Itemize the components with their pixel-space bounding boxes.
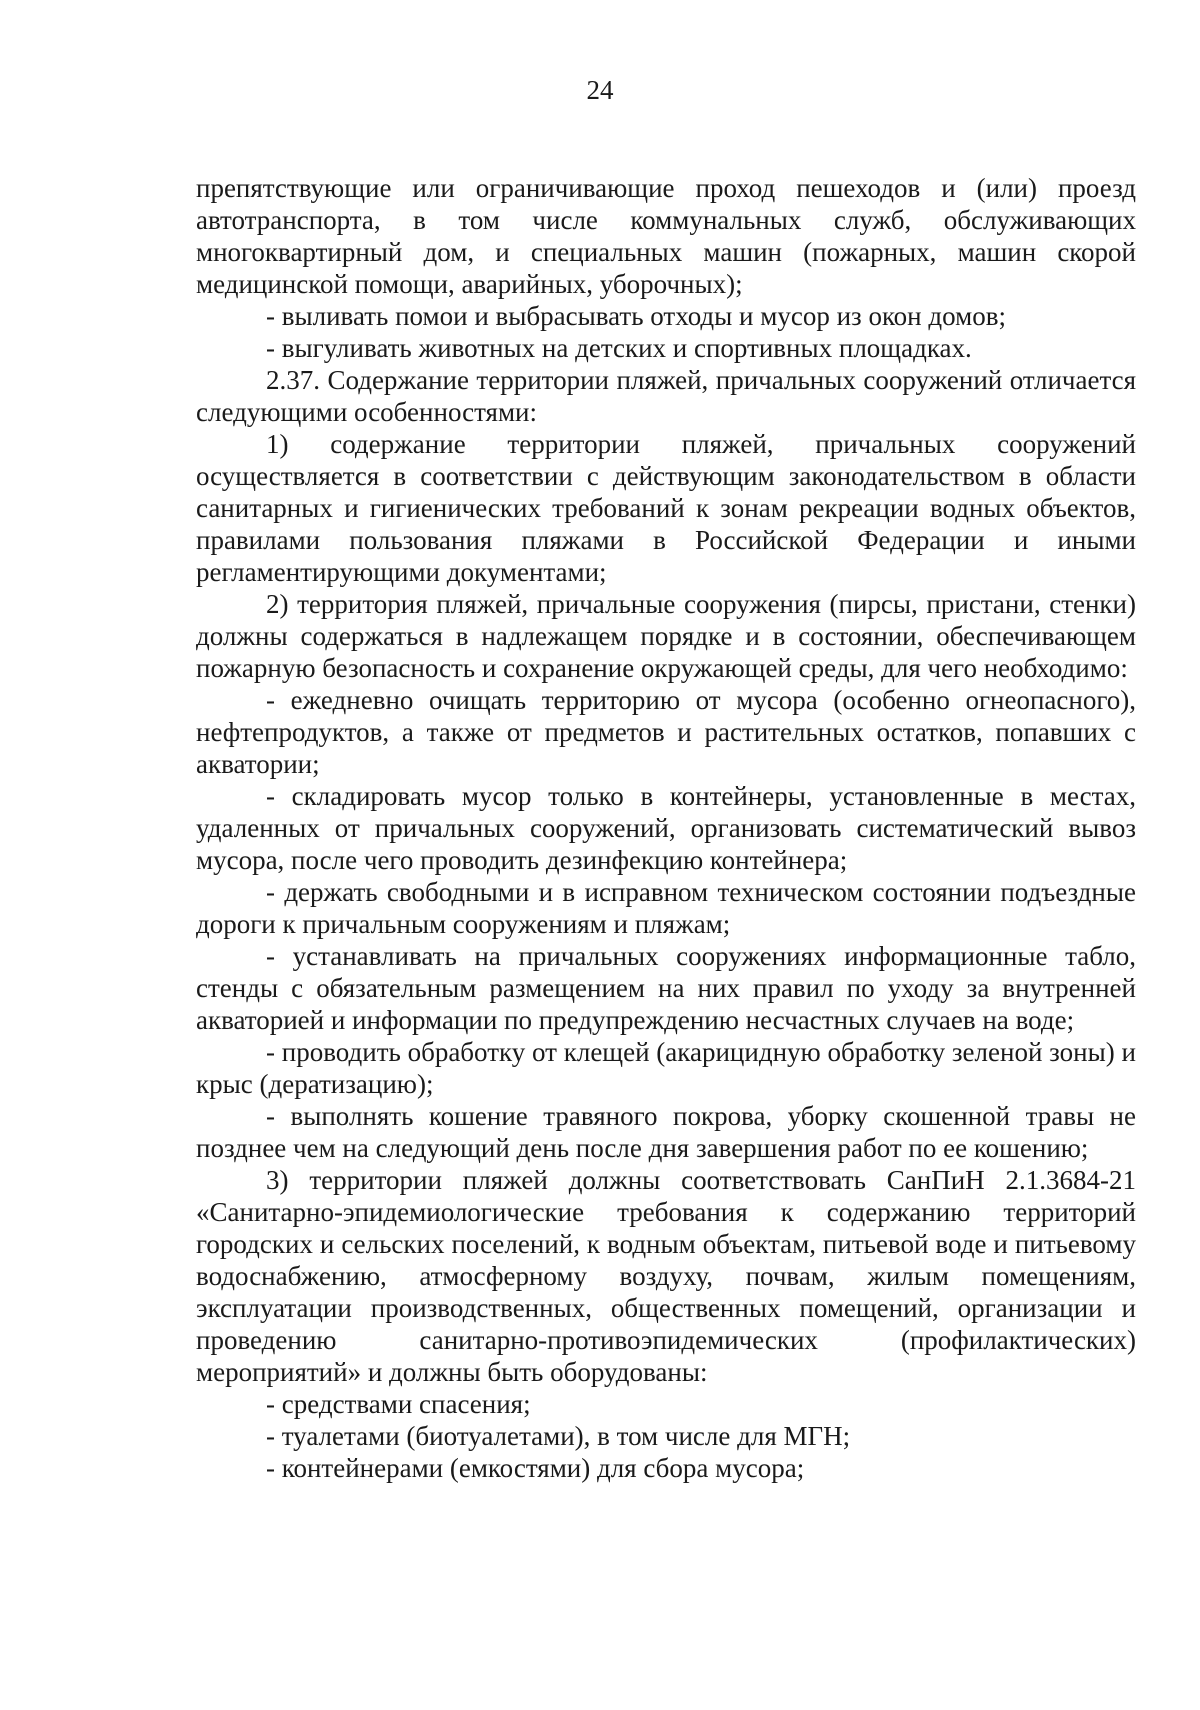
numbered-paragraph: 1) содержание территории пляжей, причальных сооружений осуществляется в соответствии с действующим законодательством в области санитарных и гигиенических требований к зонам рекреации водных объектов, правилами пользования пляжами в Российской Федерации и иными регламентирующими документами; bbox=[196, 429, 1136, 587]
list-item: - держать свободными и в исправном техническом состоянии подъездные дороги к причальным сооружениям и пляжам; bbox=[196, 877, 1136, 939]
paragraph: препятствующие или ограничивающие проход пешеходов и (или) проезд автотранспорта, в том числе коммунальных служб, обслуживающих многоквартирный дом, и специальных машин (пожарных, машин скорой медицинской помощи, аварийных, уборочных); bbox=[196, 173, 1136, 299]
list-item: - ежедневно очищать территорию от мусора (особенно огнеопасного), нефтепродуктов, а также от предметов и растительных остатков, попавших с акватории; bbox=[196, 685, 1136, 779]
list-item: - выполнять кошение травяного покрова, уборку скошенной травы не позднее чем на следующий день после дня завершения работ по ее кошению; bbox=[196, 1101, 1136, 1163]
list-item: - складировать мусор только в контейнеры, установленные в местах, удаленных от причальных сооружений, организовать систематический вывоз мусора, после чего проводить дезинфекцию контейнера; bbox=[196, 781, 1136, 875]
section-heading-paragraph: 2.37. Содержание территории пляжей, причальных сооружений отличается следующими особенностями: bbox=[196, 365, 1136, 427]
list-item: - проводить обработку от клещей (акарицидную обработку зеленой зоны) и крыс (дератизацию); bbox=[196, 1037, 1136, 1099]
numbered-paragraph: 3) территории пляжей должны соответствовать СанПиН 2.1.3684-21 «Санитарно-эпидемиологические требования к содержанию территорий городских и сельских поселений, к водным объектам, питьевой воде и питьевому водоснабжению, атмосферному воздуху, почвам, жилым помещениям, эксплуатации производственных, общественных помещений, организации и проведению санитарно-противоэпидемических (профилактических) мероприятий» и должны быть оборудованы: bbox=[196, 1165, 1136, 1387]
document-body bbox=[196, 172, 1136, 1484]
numbered-paragraph: 2) территория пляжей, причальные сооружения (пирсы, пристани, стенки) должны содержаться в надлежащем порядке и в состоянии, обеспечивающем пожарную безопасность и сохранение окружающей среды, для чего необходимо: bbox=[196, 589, 1136, 683]
list-item: - туалетами (биотуалетами), в том числе для МГН; bbox=[266, 1421, 851, 1451]
list-item: - средствами спасения; bbox=[266, 1389, 531, 1419]
page-number: 24 bbox=[586, 75, 614, 105]
list-item: - выгуливать животных на детских и спортивных площадках. bbox=[266, 333, 972, 363]
list-item: - выливать помои и выбрасывать отходы и мусор из окон домов; bbox=[266, 301, 1006, 331]
list-item: - контейнерами (емкостями) для сбора мусора; bbox=[266, 1453, 805, 1483]
list-item: - устанавливать на причальных сооружениях информационные табло, стенды с обязательным размещением на них правил по уходу за внутренней акваторией и информации по предупреждению несчастных случаев на воде; bbox=[196, 941, 1136, 1035]
